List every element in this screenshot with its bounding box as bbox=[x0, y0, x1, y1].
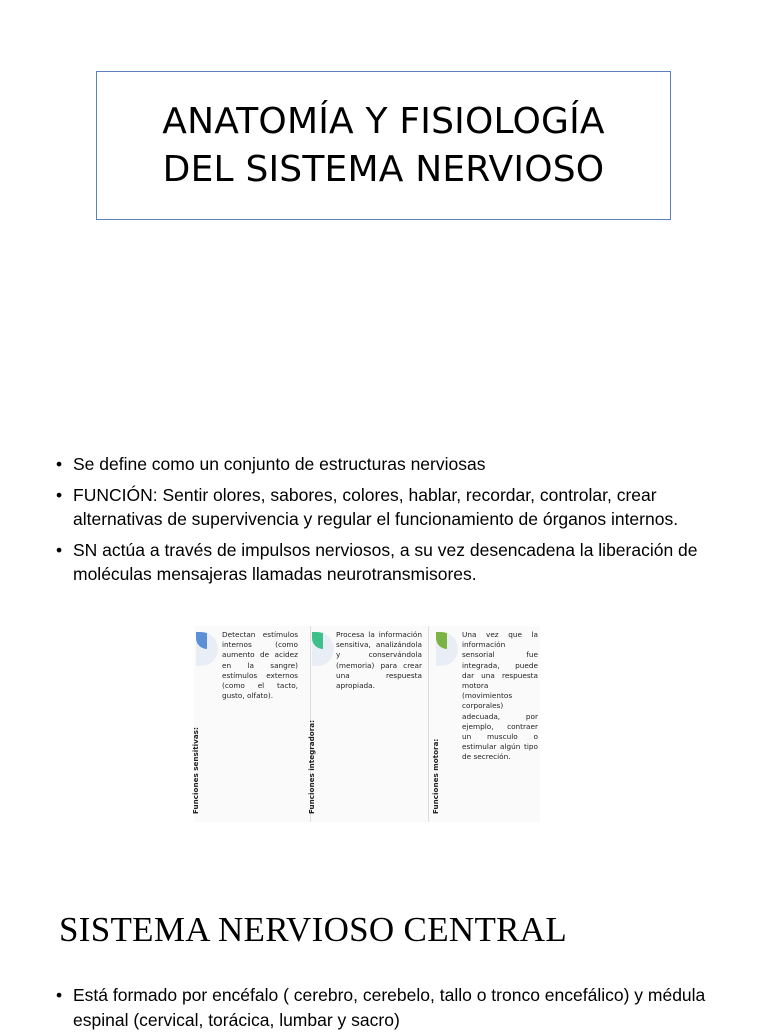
bullet-dot: • bbox=[56, 985, 63, 1005]
pie-icon bbox=[196, 632, 218, 666]
function-column-motor bbox=[431, 626, 540, 822]
cns-bullet-list bbox=[56, 983, 736, 1032]
bullet-item bbox=[56, 452, 706, 477]
bullet-item bbox=[56, 483, 706, 532]
function-column-integrative bbox=[307, 626, 428, 822]
function-label: Funciones integradora: bbox=[307, 719, 316, 814]
function-label: Funciones motora: bbox=[431, 738, 440, 814]
bullet-text: FUNCIÓN: Sentir olores, sabores, colores, hablar, recordar, controlar, crear alternativas de supervivencia y regular el funcionamiento de órganos internos. bbox=[73, 484, 679, 529]
pie-icon bbox=[312, 632, 334, 666]
pie-fill bbox=[436, 632, 447, 649]
function-description: Detectan estímulos internos (como aumento de acidez en la sangre) estímulos externos (como el tacto, gusto, olfato). bbox=[222, 630, 298, 701]
nervous-functions-diagram bbox=[191, 626, 540, 822]
pie-fill bbox=[312, 632, 323, 649]
slide-title-line-1: ANATOMÍA Y FISIOLOGÍA bbox=[162, 100, 605, 142]
function-description: Una vez que la información sensorial fue integrada, puede dar una respuesta motora (movimientos corporales) adecuada, por ejemplo, contraer un musculo o estimular algún tipo de secreción. bbox=[462, 630, 538, 762]
bullet-item bbox=[56, 983, 736, 1032]
bullet-text: SN actúa a través de impulsos nerviosos, a su vez desencadena la liberación de moléculas mensajeras llamadas neurotransmisores. bbox=[73, 539, 698, 584]
slide-title-line-2: DEL SISTEMA NERVIOSO bbox=[162, 148, 605, 190]
bullet-dot: • bbox=[56, 484, 63, 505]
definition-bullet-list bbox=[56, 452, 706, 593]
bullet-item bbox=[56, 538, 706, 587]
function-description: Procesa la información sensitiva, analizándola y conservándola (memoria) para crear una respuesta apropiada. bbox=[336, 630, 422, 691]
function-column-sensitive bbox=[191, 626, 306, 822]
pie-fill bbox=[196, 632, 207, 649]
bullet-dot: • bbox=[56, 454, 63, 474]
column-divider bbox=[428, 626, 429, 822]
title-box bbox=[96, 71, 671, 220]
function-label: Funciones sensitivas: bbox=[191, 727, 200, 814]
bullet-text: Está formado por encéfalo ( cerebro, cerebelo, tallo o tronco encefálico) y médula espinal (cervical, torácica, lumbar y sacro) bbox=[73, 985, 706, 1030]
section-heading: SISTEMA NERVIOSO CENTRAL bbox=[59, 910, 568, 949]
bullet-text: Se define como un conjunto de estructuras nerviosas bbox=[73, 454, 486, 474]
bullet-dot: • bbox=[56, 539, 63, 560]
pie-icon bbox=[436, 632, 458, 666]
